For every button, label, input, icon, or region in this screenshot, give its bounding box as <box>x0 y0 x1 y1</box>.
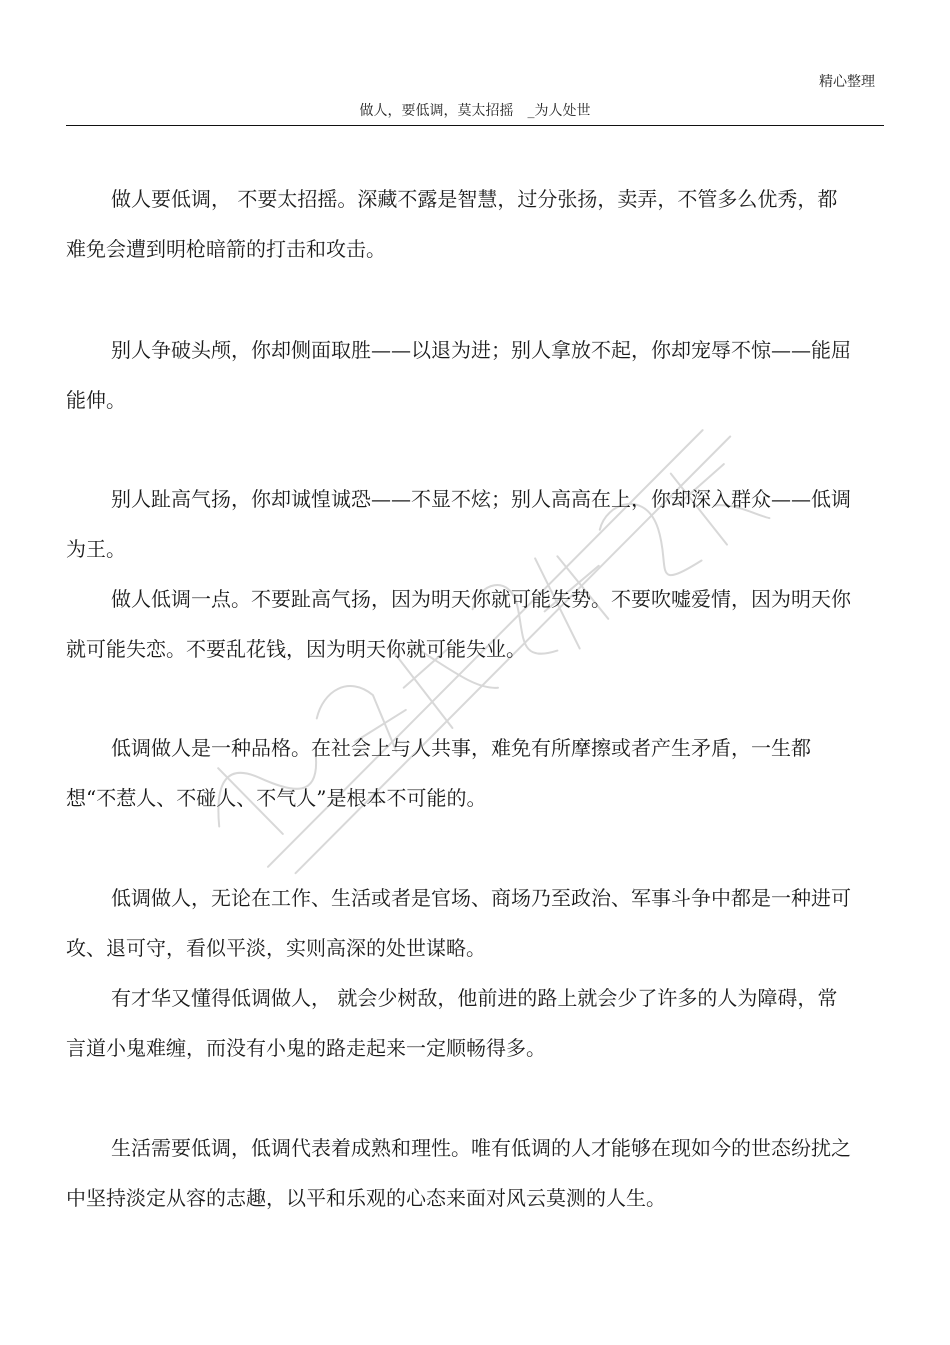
paragraph: 有才华又懂得低调做人， 就会少树敌，他前进的路上就会少了许多的人为障碍，常言道小鬼难缠，而没有小鬼的路走起来一定顺畅得多。 <box>66 986 838 1060</box>
paragraph: 低调做人，无论在工作、生活或者是官场、商场乃至政治、军事斗争中都是一种进可攻、退可守，看似平淡，实则高深的处世谋略。 <box>66 886 851 960</box>
paragraph: 别人争破头颅，你却侧面取胜——以退为进；别人拿放不起，你却宠辱不惊——能屈能伸。 <box>66 338 851 412</box>
paragraph: 低调做人是一种品格。在社会上与人共事，难免有所摩擦或者产生矛盾，一生都想“不惹人、不碰人、不气人”是根本不可能的。 <box>66 736 811 810</box>
paragraph: 别人趾高气扬，你却诚惶诚恐——不显不炫；别人高高在上，你却深入群众——低调为王。 <box>66 487 851 561</box>
header-divider <box>66 125 884 126</box>
corner-note: 精心整理 <box>819 74 875 90</box>
paragraph: 做人低调一点。不要趾高气扬，因为明天你就可能失势。不要吹嘘爱情，因为明天你就可能失恋。不要乱花钱，因为明天你就可能失业。 <box>66 587 851 661</box>
paragraph: 做人要低调， 不要太招摇。深藏不露是智慧，过分张扬，卖弄，不管多么优秀，都难免会遭到明枪暗箭的打击和攻击。 <box>66 187 838 261</box>
paragraph: 生活需要低调，低调代表着成熟和理性。唯有低调的人才能够在现如今的世态纷扰之中坚持淡定从容的志趣，以平和乐观的心态来面对风云莫测的人生。 <box>66 1136 851 1210</box>
page-header-title: 做人，要低调，莫太招摇 _为人处世 <box>359 103 591 119</box>
